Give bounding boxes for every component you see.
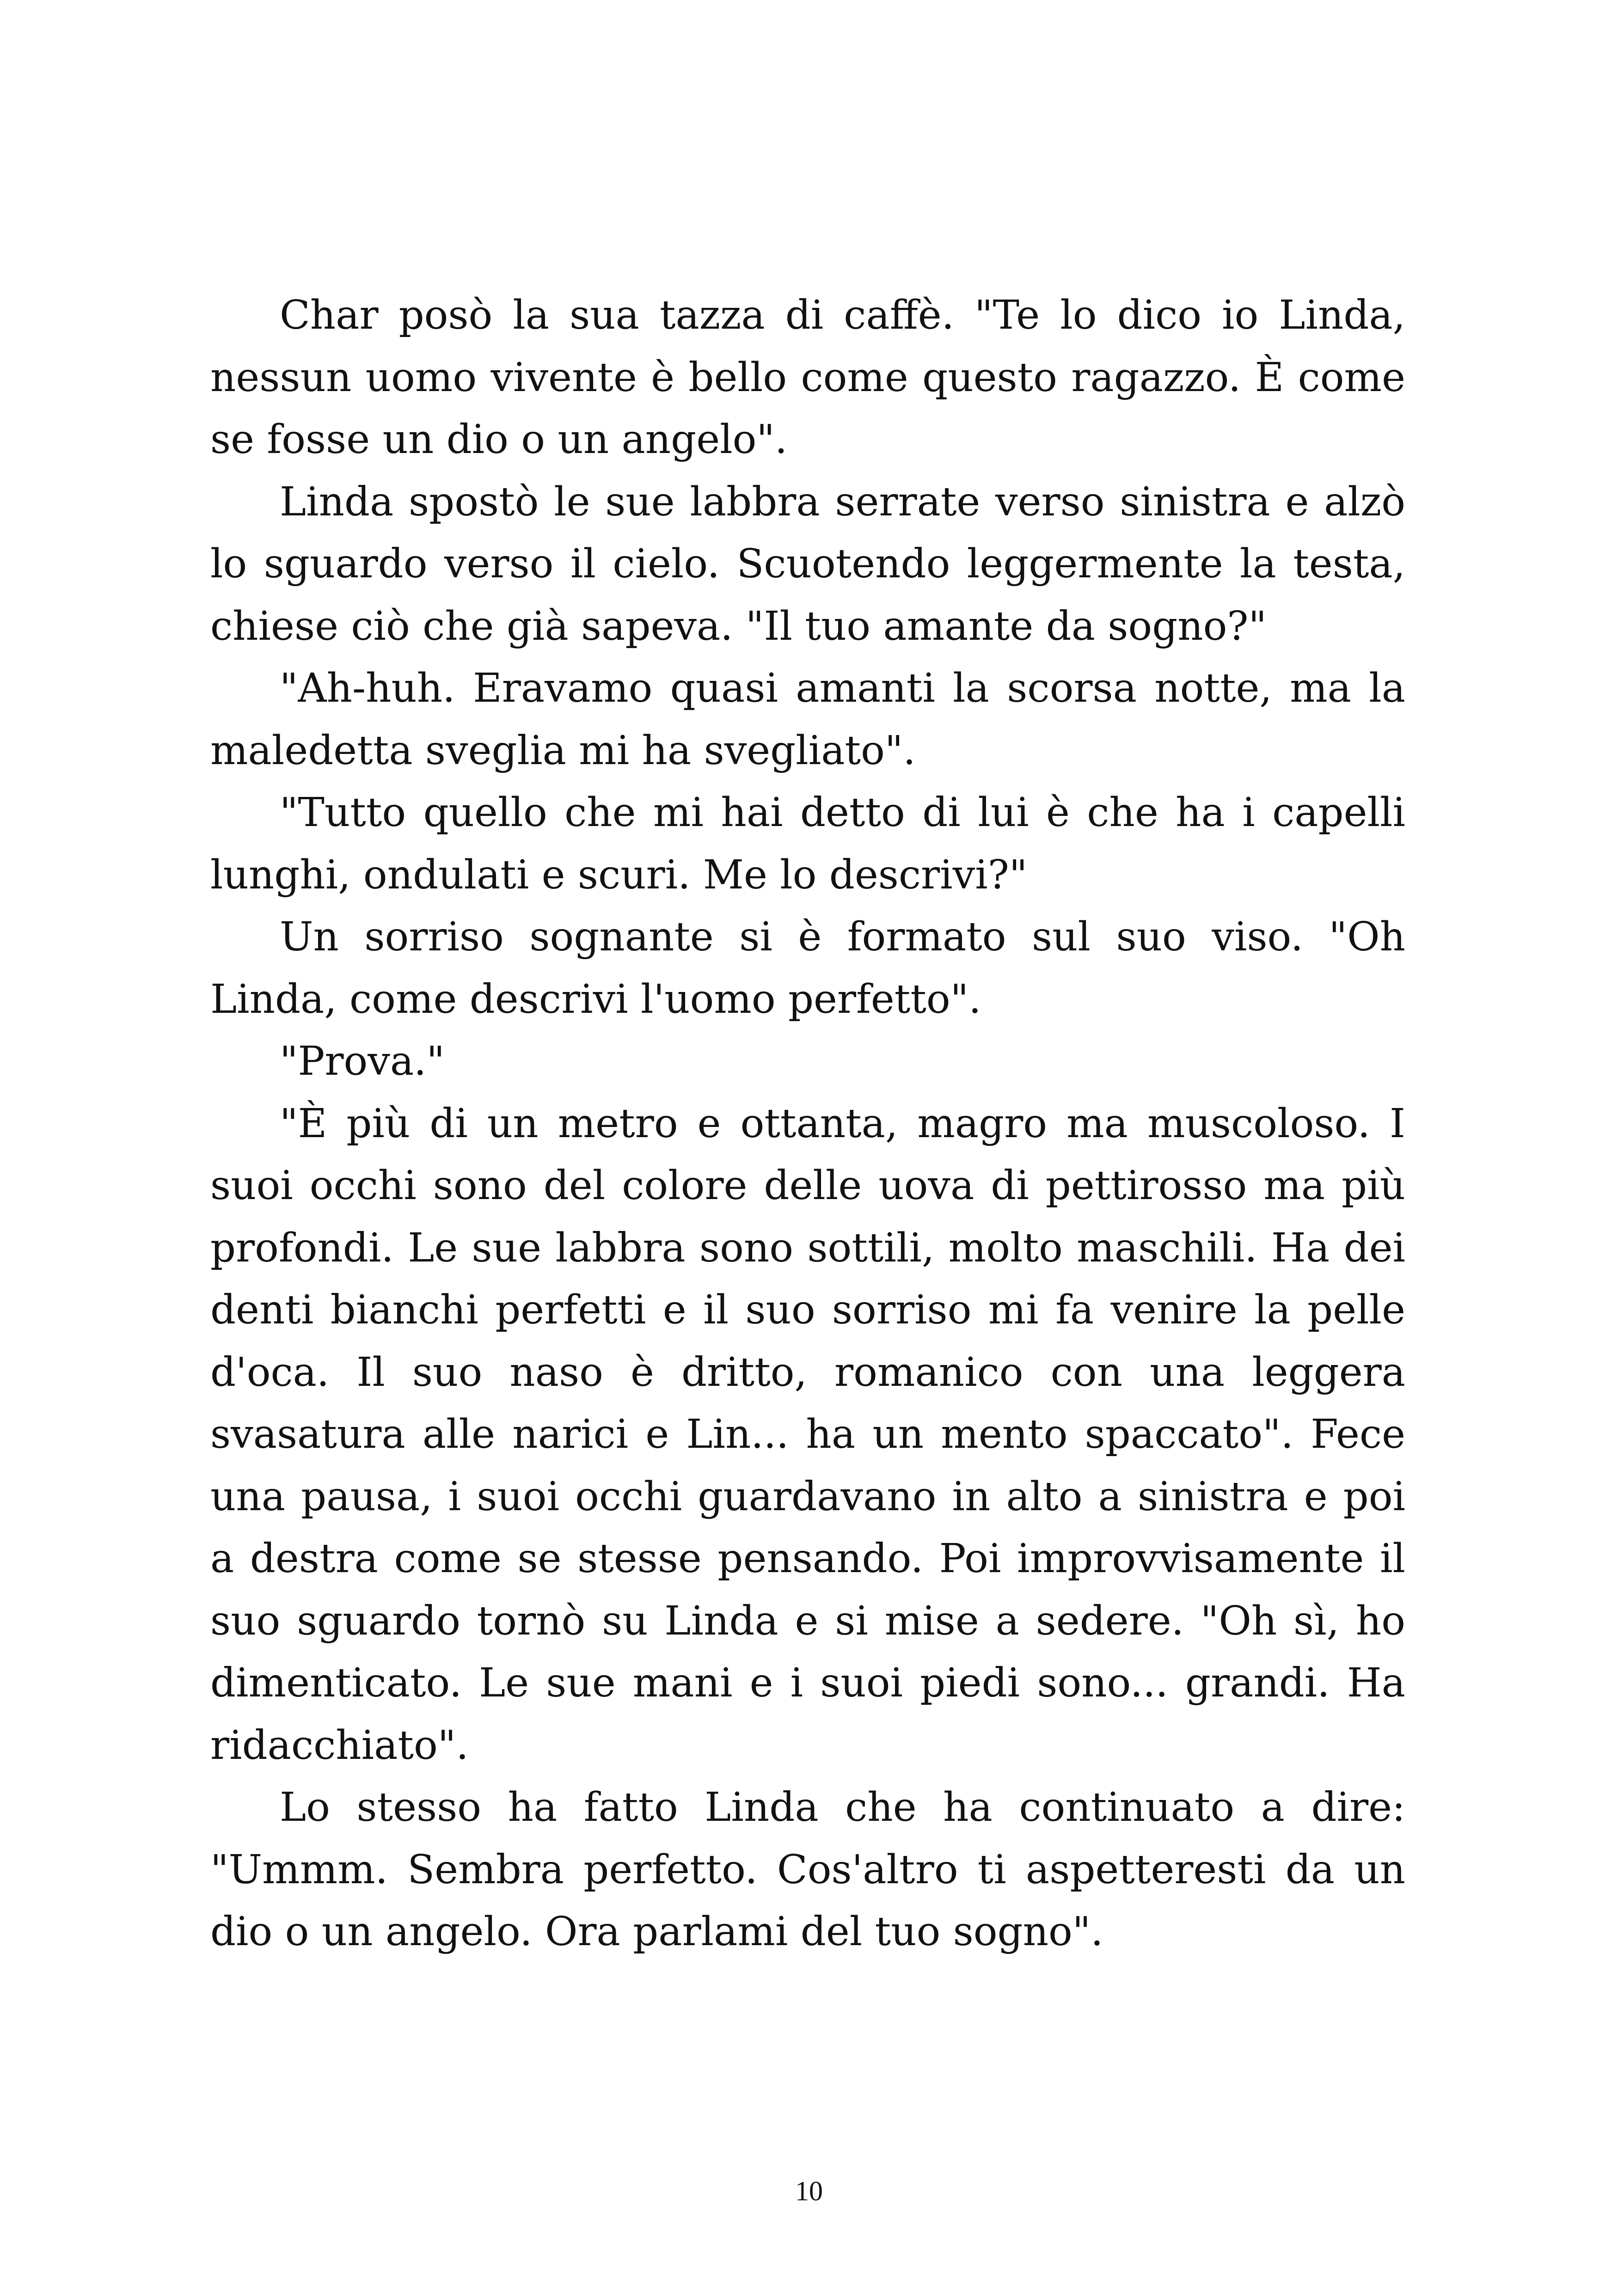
page-number: 10 xyxy=(795,2176,823,2206)
body-text xyxy=(210,284,1405,1963)
paragraph: "È più di un metro e ottanta, magro ma muscoloso. I suoi occhi sono del colore delle uova di pettirosso ma più profondi. Le sue labbra sono sottili, molto maschili. Ha dei denti bianchi perfetti e il suo sorriso mi fa venire la pelle d'oca. Il suo naso è dritto, romanico con una leggera svasatura alle narici e Lin... ha un mento spaccato". Fece una pausa, i suoi occhi guardavano in alto a sinistra e poi a destra come se stesse pensando. Poi improvvisamente il suo sguardo tornò su Linda e si mise a sedere. "Oh sì, ho dimenticato. Le sue mani e i suoi piedi sono... grandi. Ha ridacchiato". xyxy=(210,1100,1405,1769)
paragraph: "Ah-huh. Eravamo quasi amanti la scorsa notte, ma la maledetta sveglia mi ha svegliato". xyxy=(210,665,1405,774)
paragraph: Lo stesso ha fatto Linda che ha continuato a dire: "Ummm. Sembra perfetto. Cos'altro ti aspetteresti da un dio o un angelo. Ora parlami del tuo sogno". xyxy=(210,1784,1405,1955)
paragraph: Linda spostò le sue labbra serrate verso sinistra e alzò lo sguardo verso il cielo. Scuotendo leggermente la testa, chiese ciò che già sapeva. "Il tuo amante da sogno?" xyxy=(210,478,1405,649)
paragraph: Un sorriso sognante si è formato sul suo viso. "Oh Linda, come descrivi l'uomo perfetto". xyxy=(210,914,1405,1022)
paragraph: "Tutto quello che mi hai detto di lui è che ha i capelli lunghi, ondulati e scuri. Me lo descrivi?" xyxy=(210,790,1405,898)
paragraph: "Prova." xyxy=(280,1038,445,1084)
paragraph: Char posò la sua tazza di caffè. "Te lo dico io Linda, nessun uomo vivente è bello come questo ragazzo. È come se fosse un dio o un angelo". xyxy=(210,292,1405,463)
